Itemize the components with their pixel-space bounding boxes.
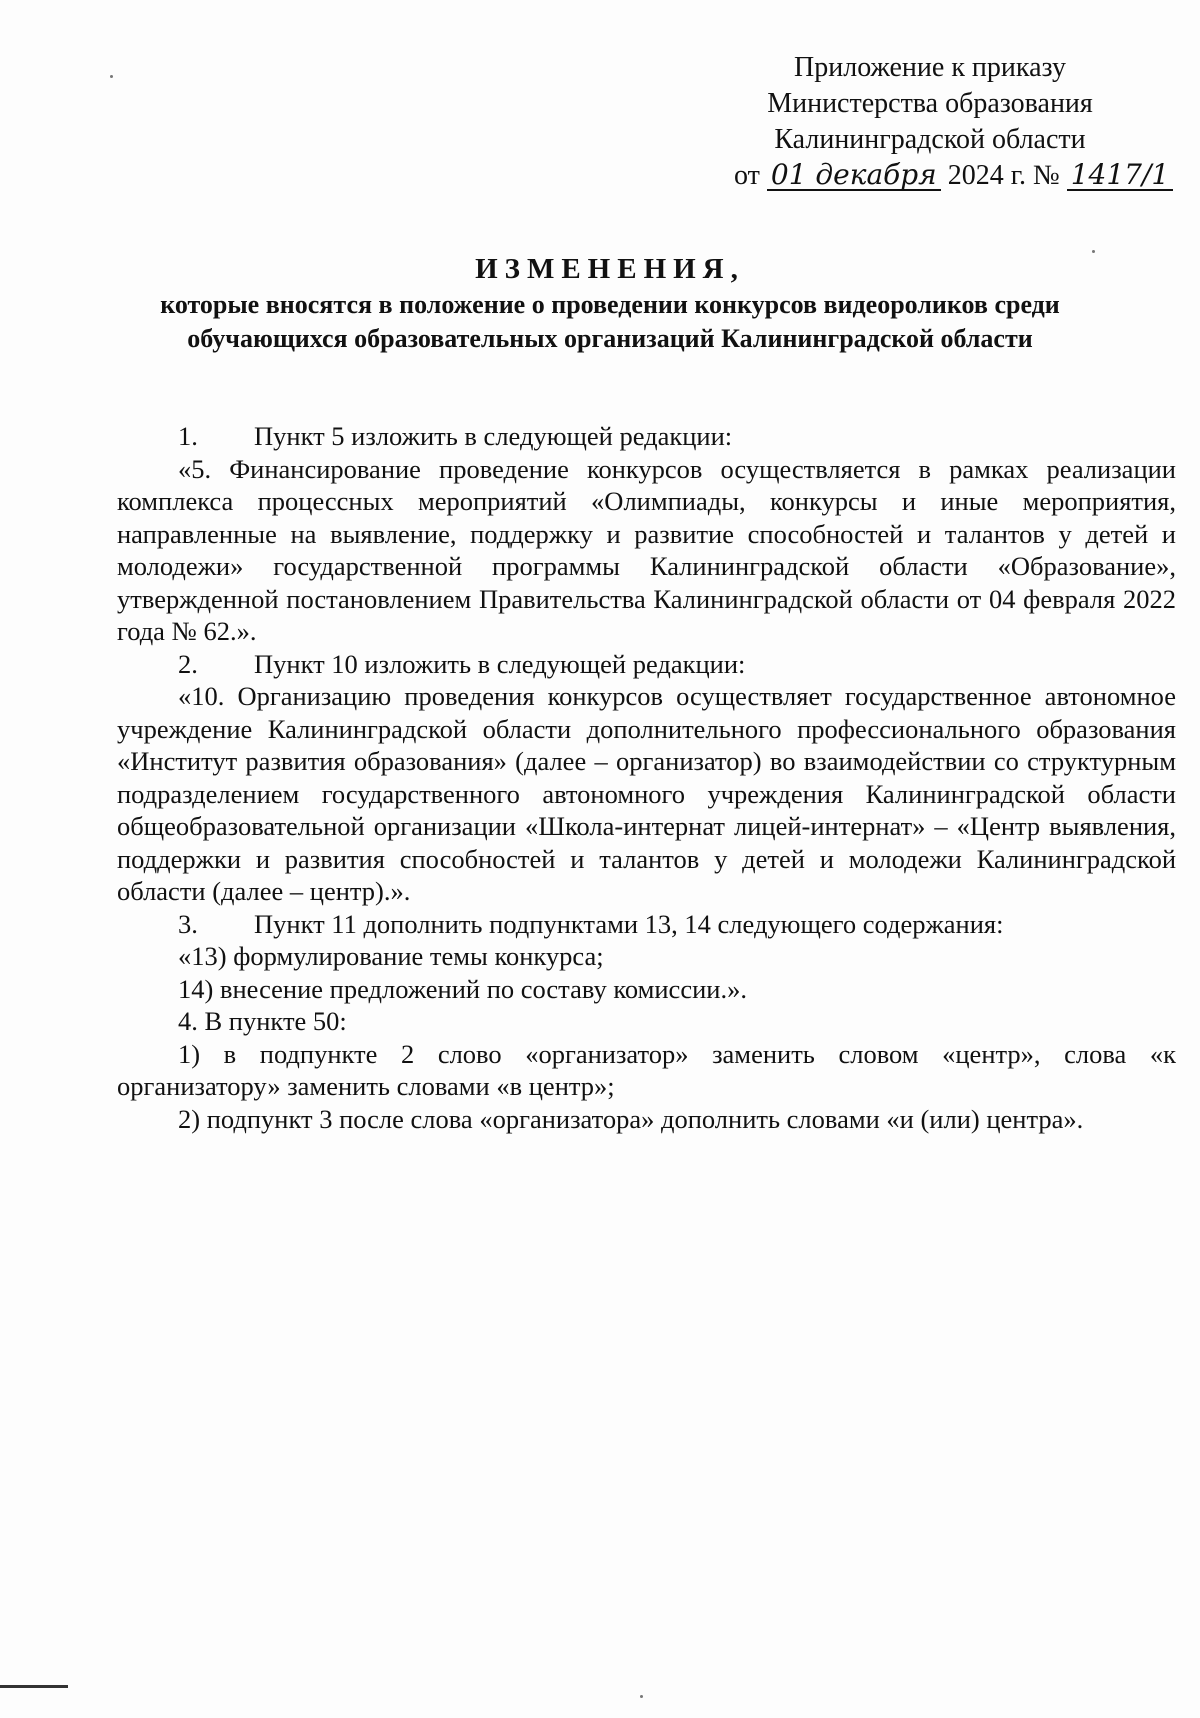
- item-text: Пункт 10 изложить в следующей редакции:: [254, 648, 746, 679]
- title-main: ИЗМЕНЕНИЯ,: [475, 253, 745, 285]
- appendix-order-line: [700, 158, 1170, 194]
- order-year: 2024 г. №: [947, 160, 1060, 191]
- appendix-line-3: Калининградской области: [774, 124, 1086, 155]
- item-4-subitem-1: 1) в подпункте 2 слово «организатор» заменить словом «центр», слова «к организатору» заменить словами «в центр»;: [117, 1038, 1176, 1101]
- scan-speck: [1092, 250, 1095, 253]
- title-subtitle-line-1: которые вносятся в положение о проведении конкурсов видеороликов среди: [160, 290, 1060, 319]
- item-1-heading: [117, 420, 1176, 453]
- item-3-heading: [117, 908, 1176, 941]
- item-3-subitem-13: «13) формулирование темы конкурса;: [178, 941, 604, 971]
- item-1-content: «5. Финансирование проведение конкурсов осуществляется в рамках реализации комплекса процессных мероприятий «Олимпиады, конкурсы и иные мероприятия, направленные на выявление, поддержку и развитие способностей и талантов у детей и молодежи» государственной программы Калининградской области «Образование», утвержденной постановлением Правительства Калининградской области от 04 февраля 2022 года № 62.».: [117, 453, 1176, 646]
- appendix-header: [700, 50, 1170, 194]
- scan-edge-mark: [0, 1685, 68, 1688]
- appendix-line-1: Приложение к приказу: [794, 52, 1066, 83]
- item-4-subitem-2: 2) подпункт 3 после слова «организатора» дополнить словами «и (или) центра».: [178, 1103, 1084, 1134]
- item-2-heading: [117, 648, 1176, 681]
- order-date-handwritten: 01 декабря: [767, 161, 941, 191]
- appendix-line-2: Министерства образования: [767, 88, 1093, 119]
- item-text: Пункт 11 дополнить подпунктами 13, 14 следующего содержания:: [254, 908, 1004, 939]
- scan-speck: [110, 75, 113, 78]
- scan-speck: [640, 1695, 643, 1698]
- item-4-heading: 4. В пункте 50:: [178, 1006, 347, 1036]
- item-3-subitem-14: 14) внесение предложений по составу комиссии.».: [178, 973, 747, 1004]
- order-prefix: от: [734, 160, 760, 191]
- item-text: Пункт 5 изложить в следующей редакции:: [254, 421, 733, 451]
- order-number-handwritten: 1417/1: [1067, 161, 1174, 191]
- item-number: 2.: [178, 648, 198, 679]
- item-2-content: «10. Организацию проведения конкурсов осуществляет государственное автономное учреждение Калининградской области дополнительного профессионального образования «Институт развития образования» (далее – организатор) во взаимодействии со структурным подразделением государственного автономного учреждения Калининградской области общеобразовательной организации «Школа-интернат лицей-интернат» – «Центр выявления, поддержки и развития способностей и талантов у детей и молодежи Калининградской области (далее – центр).».: [117, 681, 1176, 906]
- document-title: [110, 250, 1110, 356]
- document-body: [117, 420, 1176, 1135]
- item-number: 3.: [178, 908, 198, 939]
- title-subtitle-line-2: обучающихся образовательных организаций Калининградской области: [187, 324, 1033, 353]
- item-number: 1.: [178, 421, 198, 451]
